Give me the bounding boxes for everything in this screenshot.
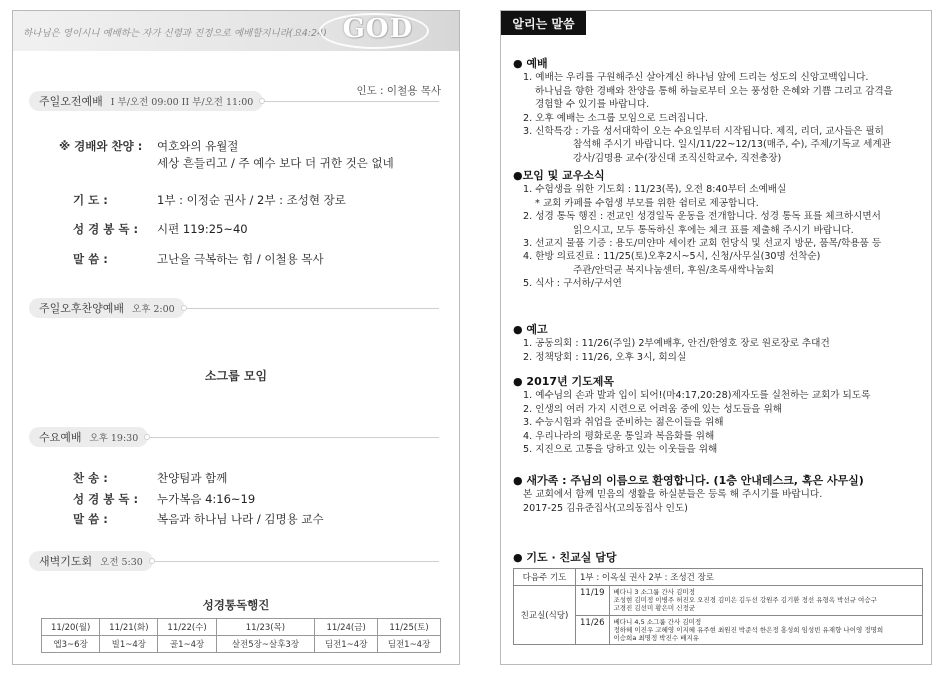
notice-line: 3. 선교지 물품 기증 : 용도/미얀마 세이칸 교회 헌당식 및 선교지 방문, 품목/학용품 등 [523, 238, 882, 250]
order-line: 누가복음 4:16~19 [157, 492, 256, 506]
table-cell: 11/26 [576, 615, 610, 645]
notice-line: 강사/김명용 교수(장신대 조직신학교수, 직전총장) [573, 152, 782, 164]
table-cell: 딤전1~4장 [378, 636, 441, 653]
section-title: 주일오전예배 [39, 95, 103, 108]
order-row [59, 138, 394, 172]
announcements-title: 알리는 말씀 [501, 11, 586, 35]
notice-line: 2. 성경 통독 행진 : 전교인 성경일독 운동을 전개합니다. 성경 통독 표를 체크하시면서 [523, 211, 881, 223]
roster-line: 정하혜 이진우 고혜영 이지혜 유주현 최원진 박준석 한은정 홍성희 임성빈 유재향 나이영 정명희 [613, 625, 884, 634]
order-value [157, 491, 255, 508]
notice-prayer-topics [513, 375, 925, 456]
table-cell: 골1~4장 [158, 636, 216, 653]
notice-line: 2. 인생의 여러 가지 시련으로 어려움 중에 있는 성도들을 위해 [523, 403, 783, 415]
announcements-page [500, 10, 932, 665]
table-row [514, 586, 923, 616]
dawn-header [29, 551, 179, 571]
notice-heading: ● 예고 [513, 323, 548, 336]
notice-worship [513, 57, 925, 165]
order-row [73, 470, 227, 487]
notice-line: 주관/안덕균 복지나눔센터, 후원/초록새싹나눔회 [573, 264, 774, 276]
notice-line: 1. 예수님의 손과 발과 입이 되어!(마4:17,20:28)제자도를 실천하는 교회가 되도록 [523, 390, 871, 402]
order-value [157, 511, 324, 528]
notice-newcomers [513, 474, 925, 515]
notice-preview [513, 323, 925, 364]
order-value [157, 470, 227, 487]
table-cell: 11/21(화) [100, 619, 158, 636]
divider-dot [181, 305, 187, 311]
table-row [42, 619, 441, 636]
order-row [73, 251, 324, 268]
notice-heading: ● 2017년 기도제목 [513, 375, 615, 388]
order-line: 여호와의 유월절 [157, 139, 239, 153]
table-cell: 다음주 기도 [514, 569, 576, 586]
notice-line: 1. 공동의회 : 11/26(주일) 2부예배후, 안건/한영호 장로 원로장로 추대건 [523, 338, 830, 350]
order-line: 찬양팀과 함께 [157, 471, 228, 485]
notice-line: 2. 오후 예배는 소그룹 모임으로 드려집니다. [523, 112, 708, 124]
table-cell: 11/20(월) [42, 619, 100, 636]
table-cell [609, 586, 923, 616]
notice-line: 4. 한방 의료진료 : 11/25(토)오후2시~5시, 신청/사무실(30명 선착순) [523, 251, 821, 263]
notice-meetings [513, 169, 925, 291]
order-value [157, 138, 394, 172]
table-cell: 11/23(목) [216, 619, 314, 636]
sunday-am-header [29, 91, 269, 111]
roster-line: 이승희a 최명정 박진수 배지유 [613, 634, 700, 643]
notice-line: 1. 예배는 우리를 구원해주신 살아계신 하나님 앞에 드리는 성도의 신앙고백입니다. [523, 72, 869, 84]
notice-line: 읽으시고, 모두 통독하신 후에는 체크 표를 제출해 주시기 바랍니다. [573, 224, 854, 236]
reading-plan-title: 성경통독행진 [202, 598, 270, 612]
order-row [73, 221, 248, 238]
table-cell: 친교실(식당) [514, 586, 576, 645]
table-cell: 11/19 [576, 586, 610, 616]
table-row [514, 569, 923, 586]
table-cell: 엡3~6장 [42, 636, 100, 653]
order-value [157, 251, 324, 268]
divider-dot [259, 98, 265, 104]
order-label: 성 경 봉 독 : [73, 492, 139, 506]
table-cell: 딤전1~4장 [315, 636, 378, 653]
section-time: I 부/오전 09:00 II 부/오전 11:00 [110, 97, 254, 108]
prayer-room-heading: ● 기도 · 친교실 담당 [513, 551, 617, 564]
notice-line: 1. 수험생을 위한 기도회 : 11/23(목), 오전 8:40부터 소예배실 [523, 184, 787, 196]
order-line: 복음과 하나님 나라 / 김명용 교수 [157, 512, 324, 526]
table-cell: 11/22(수) [158, 619, 216, 636]
section-title: 주일오후찬양예배 [39, 302, 125, 315]
sunday-pm-header [29, 298, 229, 318]
order-label: 성 경 봉 독 : [73, 222, 139, 236]
section-time: 오후 2:00 [132, 304, 175, 315]
notice-line: 하나님을 향한 경배와 찬양을 통해 하늘로부터 오는 풍성한 은혜와 기쁨 그리고 감격을 [535, 85, 893, 97]
banner [13, 11, 459, 51]
section-pill [29, 551, 153, 571]
section-time: 오전 5:30 [100, 557, 143, 568]
wednesday-header [29, 427, 169, 447]
order-label: 말 씀 : [73, 252, 108, 266]
section-time: 오후 19:30 [89, 433, 139, 444]
section-pill [29, 298, 185, 318]
banner-verse: 하나님은 영이시니 예배하는 자가 신령과 진정으로 예배할지니라(요4:24) [23, 28, 327, 39]
roster-line: 고경진 김선미 황은미 신정균 [613, 604, 696, 613]
order-row [73, 511, 324, 528]
order-value [157, 192, 346, 209]
small-group-meeting: 소그룹 모임 [204, 369, 268, 383]
worship-leader: 인도 : 이철용 목사 [356, 85, 441, 97]
order-label: 말 씀 : [73, 512, 108, 526]
reading-plan-table [41, 618, 441, 653]
table-cell: 11/24(금) [315, 619, 378, 636]
table-cell: 살전5장~살후3장 [216, 636, 314, 653]
order-line: 시편 119:25~40 [157, 222, 248, 236]
worship-order-page [12, 10, 460, 665]
order-label: 기 도 : [73, 193, 108, 207]
section-pill [29, 427, 148, 447]
order-line: 1부 : 이정순 권사 / 2부 : 조성현 장로 [157, 193, 346, 207]
notice-line: 2. 정책당회 : 11/26, 오후 3시, 회의실 [523, 351, 687, 363]
order-label: ※ 경배와 찬양 : [59, 139, 143, 153]
table-cell: 1부 : 이옥실 권사 2부 : 조성건 장로 [576, 569, 923, 586]
divider-dot [144, 434, 150, 440]
notice-line: 2017-25 김유준집사(고의동집사 인도) [523, 502, 688, 514]
table-cell: 11/25(토) [378, 619, 441, 636]
table-row [42, 636, 441, 653]
roster-line: 조성현 김미정 이병주 허진오 오진경 김미은 김두선 강원주 김기환 정선 유형옥 박선규 여승구 [613, 596, 877, 605]
roster-line: 베다니 4,5 소그룹 간사 김미정 [613, 617, 702, 626]
order-label: 찬 송 : [73, 471, 108, 485]
table-row [514, 615, 923, 645]
notice-line: 본 교회에서 함께 믿음의 생활을 하실분들은 등록 해 주시기를 바랍니다. [523, 489, 823, 501]
roster-line: 베다니 3 소그룹 간사 김미정 [613, 588, 695, 596]
order-row [73, 192, 346, 209]
prayer-room-table [513, 568, 923, 645]
notice-line: * 교회 카페를 수험생 부모를 위한 쉼터로 제공합니다. [535, 197, 759, 209]
notice-heading: ● 예배 [513, 57, 548, 70]
notice-heading: ●모임 및 교우소식 [513, 169, 605, 182]
god-logo: GOD [342, 14, 413, 44]
order-value [157, 221, 248, 238]
table-cell [609, 615, 923, 645]
order-row [73, 491, 255, 508]
section-pill [29, 91, 263, 111]
table-cell: 빌1~4장 [100, 636, 158, 653]
notice-line: 5. 식사 : 구서하/구서연 [523, 278, 622, 290]
order-line: 세상 흔들리고 / 주 예수 보다 더 귀한 것은 없네 [157, 156, 394, 170]
notice-line: 4. 우리나라의 평화로운 통일과 복음화를 위해 [523, 430, 715, 442]
notice-line: 3. 신학특강 : 가을 성서대학이 오는 수요일부터 시작됩니다. 제직, 리더, 교사들은 필히 [523, 126, 884, 138]
section-title: 수요예배 [39, 431, 82, 444]
notice-line: 5. 지진으로 고통을 당하고 있는 이웃들을 위해 [523, 444, 718, 456]
notice-line: 참석해 주시기 바랍니다. 일시/11/22~12/13(매주, 수), 주제/기독교 세계관 [573, 139, 891, 151]
divider-dot [149, 558, 155, 564]
order-line: 고난을 극복하는 힘 / 이철용 목사 [157, 252, 324, 266]
notice-line: 3. 수능시험과 취업을 준비하는 젊은이들을 위해 [523, 417, 724, 429]
section-title: 새벽기도회 [39, 555, 93, 568]
notice-heading: ● 새가족 : 주님의 이름으로 환영합니다. (1층 안내데스크, 혹은 사무실) [513, 474, 864, 487]
notice-line: 경험할 수 있기를 바랍니다. [535, 99, 650, 111]
